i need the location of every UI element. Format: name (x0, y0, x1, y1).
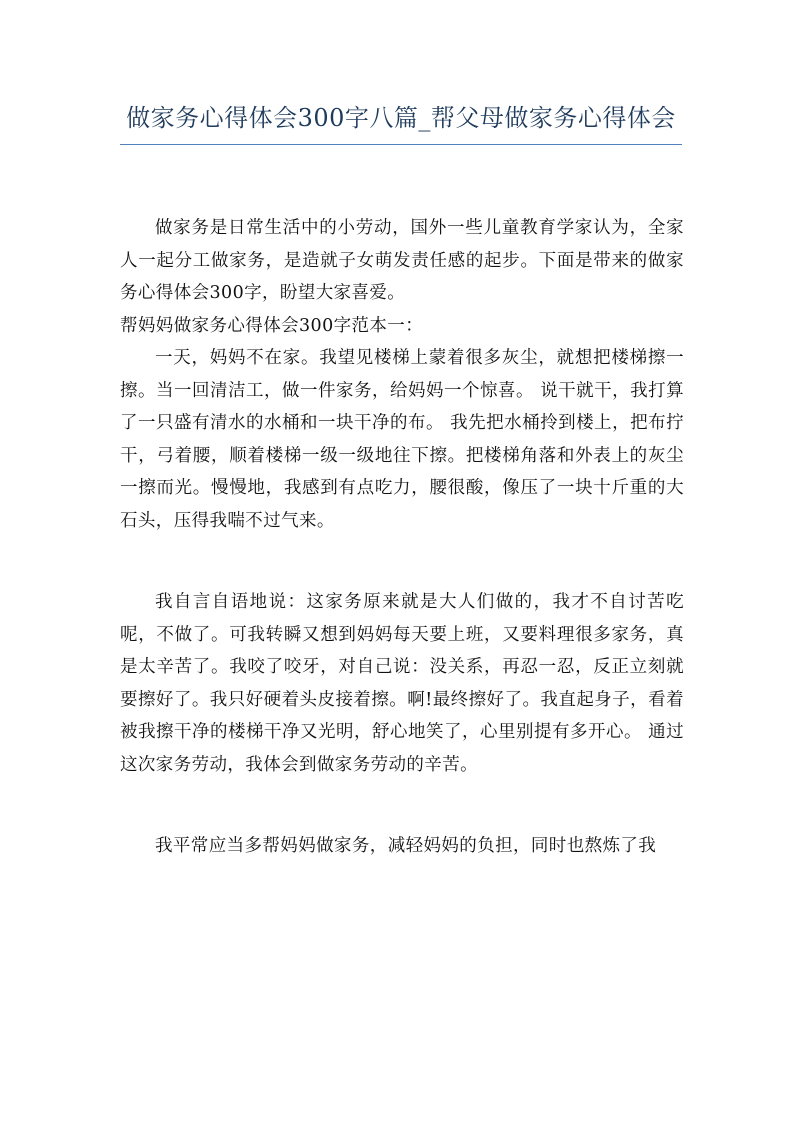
sample-heading: 帮妈妈做家务心得体会300字范本一： (120, 315, 424, 336)
title-underline (120, 144, 682, 145)
document-body (120, 212, 684, 863)
paragraph-gap (120, 537, 684, 586)
body-paragraph-2: 我自言自语地说：这家务原来就是大人们做的，我才不自讨苦吃呢，不做了。可我转瞬又想到妈妈每天要上班，又要料理很多家务，真是太辛苦了。我咬了咬牙，对自己说：没关系，再忍一忍，反正立刻就要擦好了。我只好硬着头皮接着擦。啊!最终擦好了。我直起身子，看着被我擦干净的楼梯干净又光明，舒心地笑了，心里别提有多开心。 通过这次家务劳动，我体会到做家务劳动的辛苦。 (120, 592, 684, 775)
intro-paragraph: 做家务是日常生活中的小劳动，国外一些儿童教育学家认为，全家人一起分工做家务，是造就子女萌发责任感的起步。下面是带来的做家务心得体会300字，盼望大家喜爱。 (120, 218, 684, 303)
body-paragraph-1: 一天，妈妈不在家。我望见楼梯上蒙着很多灰尘，就想把楼梯擦一擦。当一回清洁工，做一件家务，给妈妈一个惊喜。 说干就干，我打算了一只盛有清水的水桶和一块干净的布。 我先把水桶拎到楼上，把布拧干，弓着腰，顺着楼梯一级一级地往下擦。把楼梯角落和外表上的灰尘一擦而光。慢慢地，我感到有点吃力，腰很酸，像压了一块十斤重的大石头，压得我喘不过气来。 (120, 348, 684, 531)
body-paragraph-3: 我平常应当多帮妈妈做家务，减轻妈妈的负担，同时也熬炼了我 (155, 836, 657, 856)
paragraph-gap (120, 781, 684, 830)
document-title: 做家务心得体会300字八篇_帮父母做家务心得体会 (126, 104, 676, 132)
